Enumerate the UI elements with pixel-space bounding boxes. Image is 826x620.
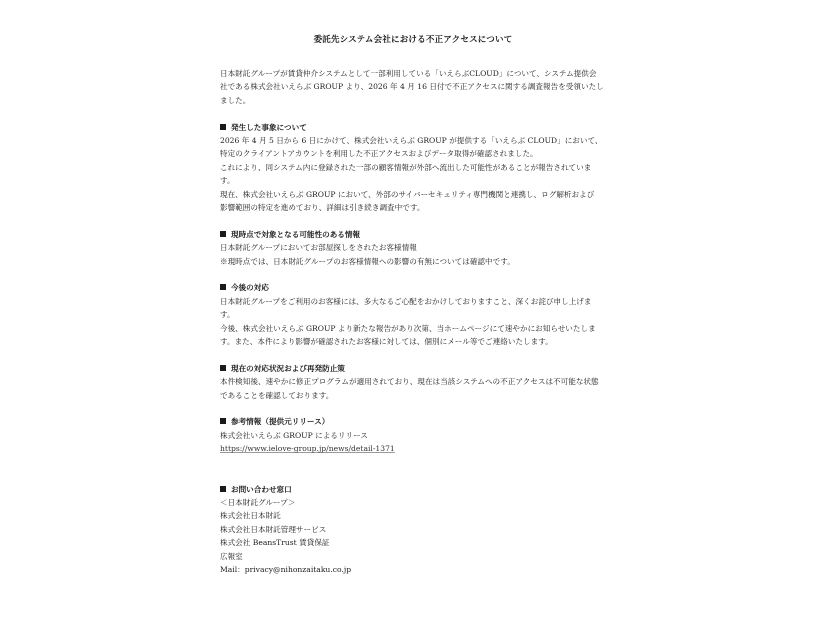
contact-line: 株式会社日本財託	[220, 511, 281, 521]
incident-line: 特定のクライアントアカウントを利用した不正アクセスおよびデータ取得が確認されました。	[220, 149, 538, 159]
square-bullet-icon	[220, 124, 226, 130]
section-heading-incident: 発生した事象について	[220, 121, 612, 134]
square-bullet-icon	[220, 231, 226, 237]
square-bullet-icon	[220, 486, 226, 492]
contact-line: 株式会社 BeansTrust 賃貸保証	[220, 538, 330, 548]
response-line: す。	[220, 310, 235, 320]
intro-line: 日本財託グループが賃貸仲介システムとして一部利用している「いえらぶCLOUD」について、システム提供会	[220, 69, 597, 78]
contact-line: 株式会社日本財託管理サービス	[220, 524, 327, 534]
response-line: す。また、本件により影響が確認されたお客様に対しては、個別にメール等でご連絡いたします。	[220, 337, 553, 347]
incident-line: す。	[220, 176, 235, 186]
section-heading-contact: お問い合わせ窓口	[220, 483, 612, 496]
section-heading-response: 今後の対応	[220, 281, 612, 294]
section-heading-affected: 現時点で対象となる可能性のある情報	[220, 228, 612, 241]
intro-line: 社である株式会社いえらぶ GROUP より、2026 年 4 月 16 日付で不正アクセスに関する調査報告を受領いたし	[220, 82, 604, 92]
incident-line: 影響範囲の特定を進めており、詳細は引き続き調査中です。	[220, 203, 425, 213]
intro-line: ました。	[220, 95, 251, 105]
prevention-line: であることを確認しております。	[220, 390, 334, 400]
response-line: 日本財託グループをご利用のお客様には、多大なるご心配をおかけしておりますこと、深くお詫び申し上げま	[220, 296, 592, 306]
contact-line: 広報室	[220, 551, 243, 561]
incident-line: 2026 年 4 月 5 日から 6 日にかけて、株式会社いえらぶ GROUP が提供する「いえらぶ CLOUD」において、	[220, 136, 603, 146]
contact-line: ＜日本財託グループ＞	[220, 497, 296, 507]
reference-text: 株式会社いえらぶ GROUP によるリリース	[220, 430, 368, 440]
incident-line: これにより、同システム内に登録された一部の顧客情報が外部へ流出した可能性があることが報告されていま	[220, 162, 592, 172]
page-title: 委託先システム会社における不正アクセスについて	[313, 35, 513, 45]
response-line: 今後、株式会社いえらぶ GROUP より新たな報告があり次第、当ホームページにて速やかにお知らせいたしま	[220, 323, 596, 333]
incident-line: 現在、株式会社いえらぶ GROUP において、外部のサイバーセキュリティ専門機関と連携し、ログ解析および	[220, 189, 595, 199]
prevention-line: 本件検知後、速やかに修正プログラムが適用されており、現在は当該システムへの不正アクセスは不可能な状態	[220, 377, 599, 387]
article-body	[220, 67, 612, 576]
square-bullet-icon	[220, 418, 226, 424]
square-bullet-icon	[220, 365, 226, 371]
contact-email: Mail：privacy@nihonzaitaku.co.jp	[220, 564, 352, 574]
affected-line: 日本財託グループにおいてお部屋探しをされたお客様情報	[220, 243, 417, 253]
reference-link[interactable]: https://www.ielove-group.jp/news/detail-1371	[220, 444, 395, 454]
affected-line: ※現時点では、日本財託グループのお客様情報への影響の有無については確認中です。	[220, 256, 515, 266]
square-bullet-icon	[220, 284, 226, 290]
section-heading-reference: 参考情報（提供元リリース）	[220, 415, 612, 428]
section-heading-prevention: 現在の対応状況および再発防止策	[220, 362, 612, 375]
